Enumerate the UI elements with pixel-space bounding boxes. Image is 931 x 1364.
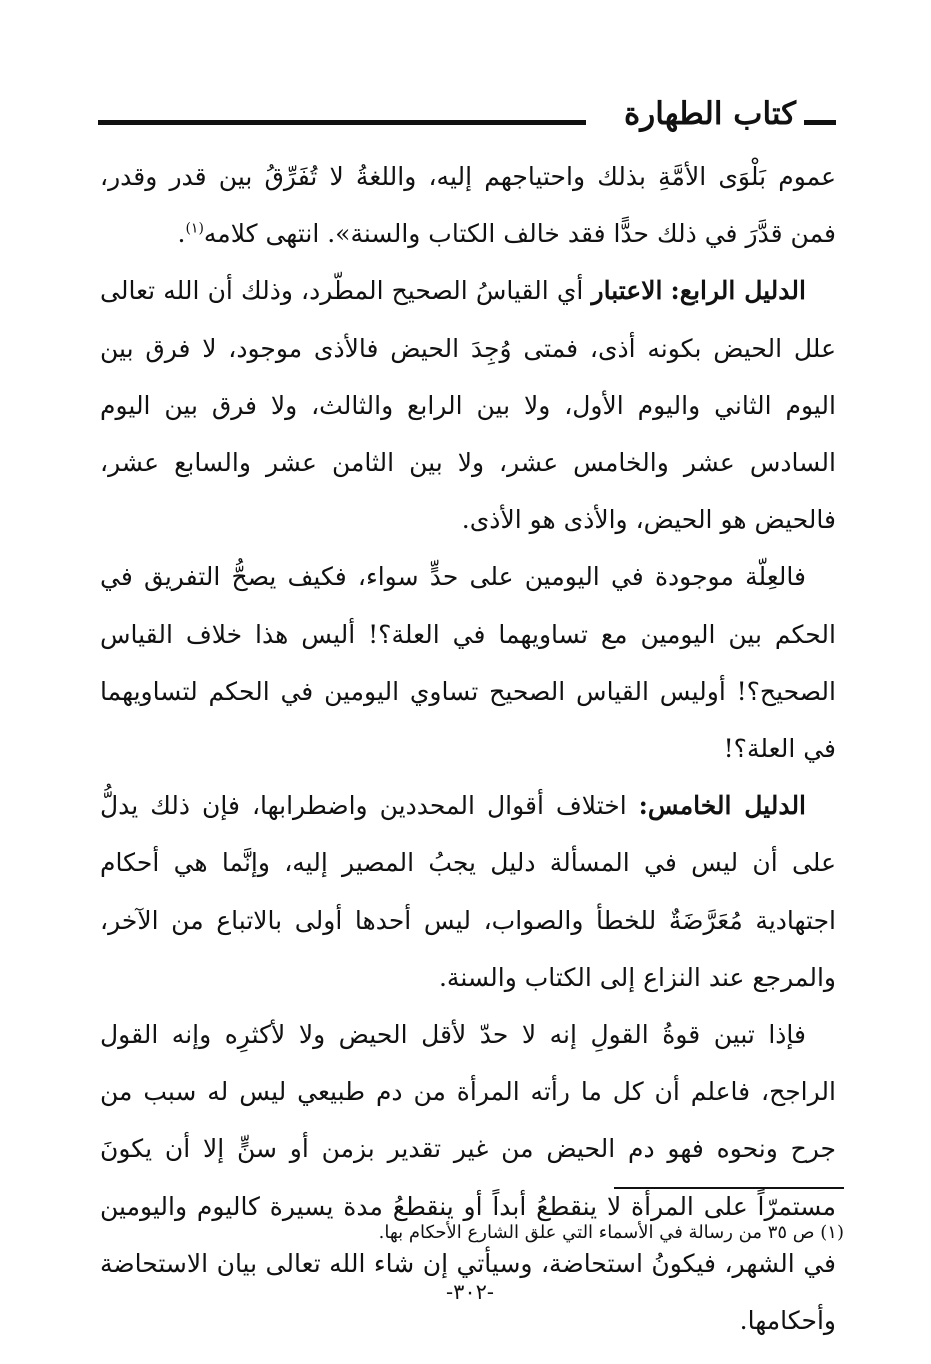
paragraph-end: . [177, 219, 186, 249]
paragraph-text: فإذا تبين قوةُ القولِ إنه لا حدّ لأقل الحيض ولا لأكثرِه وإنه القول الراجح، فاعلم أن كل ما رأته المرأة من دم طبيعي ليس له سبب من جرح ونحوه فهو دم الحيض من غير تقدير بزمن أو سنٍّ إلا أن يكونَ مستمرّاً على المرأة لا ينقطعُ أبداً أو ينقطعُ مدة يسيرة كاليوم واليومين في الشهر، فيكونُ استحاضة، وسيأتي إن شاء الله تعالى بيان الاستحاضة وأحكامها. [100, 1020, 836, 1336]
paragraph-text: أي القياسُ الصحيح المطّرد، وذلك أن الله تعالى علل الحيض بكونه أذى، فمتى وُجِدَ الحيض فالأذى موجود، لا فرق بين اليوم الثاني واليوم الأول، ولا بين الرابع والثالث، ولا فرق بين اليوم السادس عشر والخامس عشر، ولا بين الثامن عشر والسابع عشر، فالحيض هو الحيض، والأذى هو الأذى. [100, 276, 836, 535]
paragraph-fourth-evidence [100, 262, 836, 548]
section-heading: الدليل الرابع: [670, 276, 806, 306]
paragraph-fifth-evidence [100, 777, 836, 1006]
page-number: -٣٠٢- [445, 1280, 495, 1304]
paragraph-text: اختلاف أقوال المحددين واضطرابها، فإن ذلك يدلُّ على أن ليس في المسألة دليل يجبُ المصير إليه، وإنَّما هي أحكام اجتهادية مُعَرَّضَةٌ للخطأ والصواب، ليس أحدها أولى بالاتباع من الآخر، والمرجع عند النزاع إلى الكتاب والسنة. [100, 791, 836, 992]
footnote: (١) ص ٣٥ من رسالة في الأسماء التي علق الشارع الأحكام بها. [378, 1222, 844, 1243]
paragraph-text: عموم بَلْوَى الأمَّةِ بذلك واحتياجهم إليه، واللغةُ لا تُفَرِّقُ بين قدر وقدر، فمن قدَّرَ في ذلك حدًّا فقد خالف الكتاب والسنة». انتهى كلامه [100, 162, 836, 249]
footnote-rule [614, 1187, 844, 1189]
body-text [100, 148, 836, 1349]
header-rule [98, 120, 586, 125]
running-header [98, 94, 836, 136]
header-dash [804, 120, 836, 125]
footnote-reference: (١) [185, 220, 204, 237]
paragraph-cause-argument [100, 548, 836, 777]
section-lead: الاعتبار [591, 276, 663, 306]
section-heading: الدليل الخامس: [638, 791, 807, 821]
paragraph-continuation [100, 148, 836, 262]
header-title: كتاب الطهارة [624, 96, 796, 132]
paragraph-text: فالعِلّة موجودة في اليومين على حدٍّ سواء، فكيف يصحُّ التفريق في الحكم بين اليومين مع تساويهما في العلة؟! أليس هذا خلاف القياس الصحيح؟! أوليس القياس الصحيح تساوي اليومين في الحكم لتساويهما في العلة؟! [100, 562, 836, 764]
